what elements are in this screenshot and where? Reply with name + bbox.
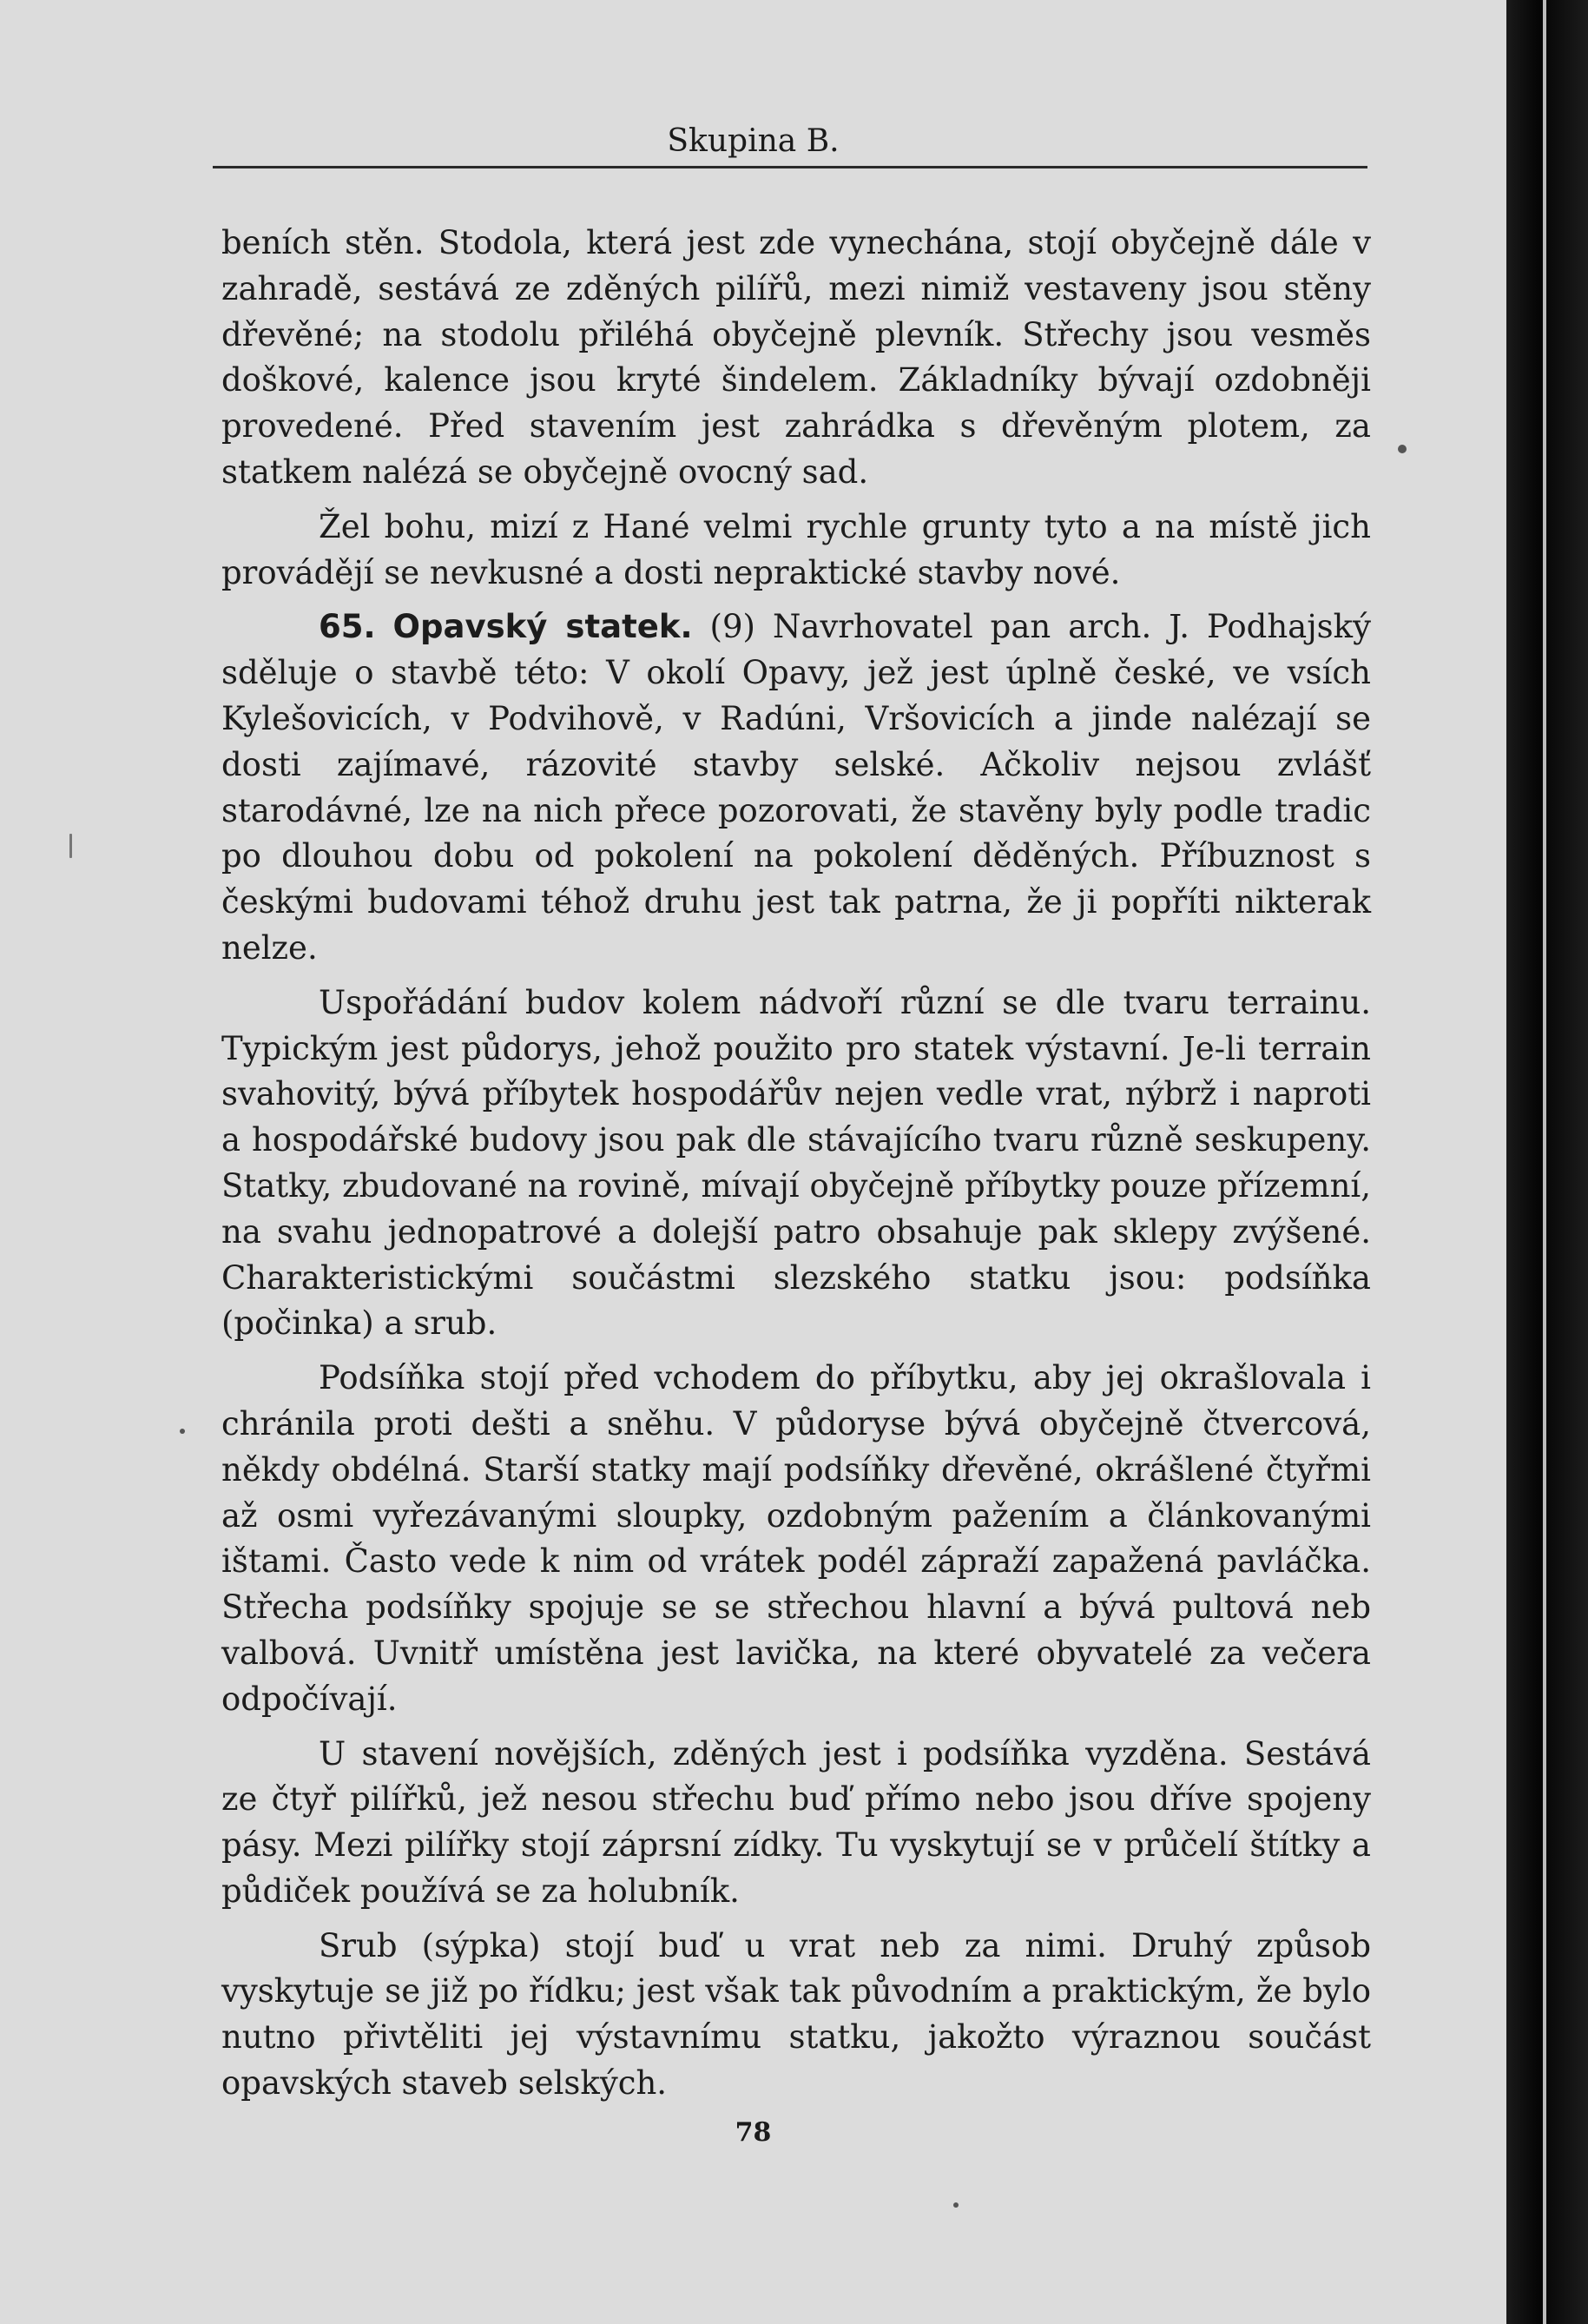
entry-number: 65. bbox=[319, 608, 376, 646]
scan-speck bbox=[180, 1429, 185, 1434]
body-text bbox=[221, 221, 1371, 2107]
entry-text: (9) Navrhovatel pan arch. J. Podhajský sděluje o stavbě této: V okolí Opavy, jež jest úplně české, ve vsích Kylešovicích, v Podvihově, v Radúni, Vršovicích a jinde nalézají se dosti zajímavé, rázovité stavby selské. Ačkoliv nejsou zvlášť starodávné, lze na nich přece pozorovati, že stavěny byly podle tradic po dlouhou dobu od pokolení na pokolení děděných. Příbuznost s českými budovami téhož druhu jest tak patrna, že ji popříti nikterak nelze. bbox=[221, 608, 1371, 967]
paragraph: Podsíňka stojí před vchodem do příbytku, aby jej okrašlovala i chránila proti dešti a sněhu. V půdoryse bývá obyčejně čtvercová, někdy obdélná. Starší statky mají podsíňky dřevěné, okrášlené čtyřmi až osmi vyřezávanými sloupky, ozdobným pažením a článkovanými ištami. Často vede k nim od vrátek podél zápraží zapažená pavláčka. Střecha podsíňky spojuje se se střechou hlavní a bývá pultová neb valbová. Uvnitř umístěna jest lavička, na které obyvatelé za večera odpočívají. bbox=[221, 1359, 1371, 1718]
entry-title: Opavský statek. bbox=[392, 608, 693, 646]
paragraph: U stavení novějších, zděných jest i podsíňka vyzděna. Sestává ze čtyř pilířků, jež nesou střechu buď přímo nebo jsou dříve spojeny pásy. Mezi pilířky stojí záprsní zídky. Tu vyskytují se v průčelí štítky a půdiček používá se za holubník. bbox=[221, 1734, 1371, 1910]
header-rule bbox=[213, 166, 1367, 168]
paragraph: Žel bohu, mizí z Hané velmi rychle grunty tyto a na místě jich provádějí se nevkusné a dosti nepraktické stavby nové. bbox=[221, 507, 1371, 591]
running-header: Skupina B. bbox=[667, 123, 840, 159]
paragraph-entry-65 bbox=[221, 604, 1371, 971]
scan-speck bbox=[1398, 445, 1407, 453]
page-number: 78 bbox=[735, 2117, 772, 2148]
paragraph: beních stěn. Stodola, která jest zde vynechána, stojí obyčejně dále v zahradě, sestává ze zděných pilířů, mezi nimiž vestaveny jsou stěny dřevěné; na stodolu přiléhá obyčejně plevník. Střechy jsou vesměs doškové, kalence jsou kryté šindelem. Základníky bývají ozdobněji provedené. Před stavením jest zahrádka s dřevěným plotem, za statkem nalézá se obyčejně ovocný sad. bbox=[221, 224, 1371, 491]
paragraph: Uspořádání budov kolem nádvoří různí se dle tvaru terrainu. Typickým jest půdorys, jehož použito pro statek výstavní. Je-li terrain svahovitý, bývá příbytek hospodářův nejen vedle vrat, nýbrž i naproti a hospodářské budovy jsou pak dle stávajícího tvaru různě seskupeny. Statky, zbudované na rovině, mívají obyčejně příbytky pouze přízemní, na svahu jednopatrové a dolejší patro obsahuje pak sklepy zvýšené. Charakteristickými součástmi slezského statku jsou: podsíňka (počinka) a srub. bbox=[221, 983, 1371, 1343]
paragraph: Srub (sýpka) stojí buď u vrat neb za nimi. Druhý způsob vyskytuje se již po řídku; jest však tak původním a praktickým, že bylo nutno přivtěliti jej výstavnímu statku, jakožto výraznou součást opavských staveb selských. bbox=[221, 1926, 1371, 2103]
scan-speck bbox=[953, 2202, 959, 2208]
scan-speck bbox=[69, 834, 72, 858]
book-spine bbox=[1506, 0, 1588, 2324]
spine-edge bbox=[1543, 0, 1546, 2324]
